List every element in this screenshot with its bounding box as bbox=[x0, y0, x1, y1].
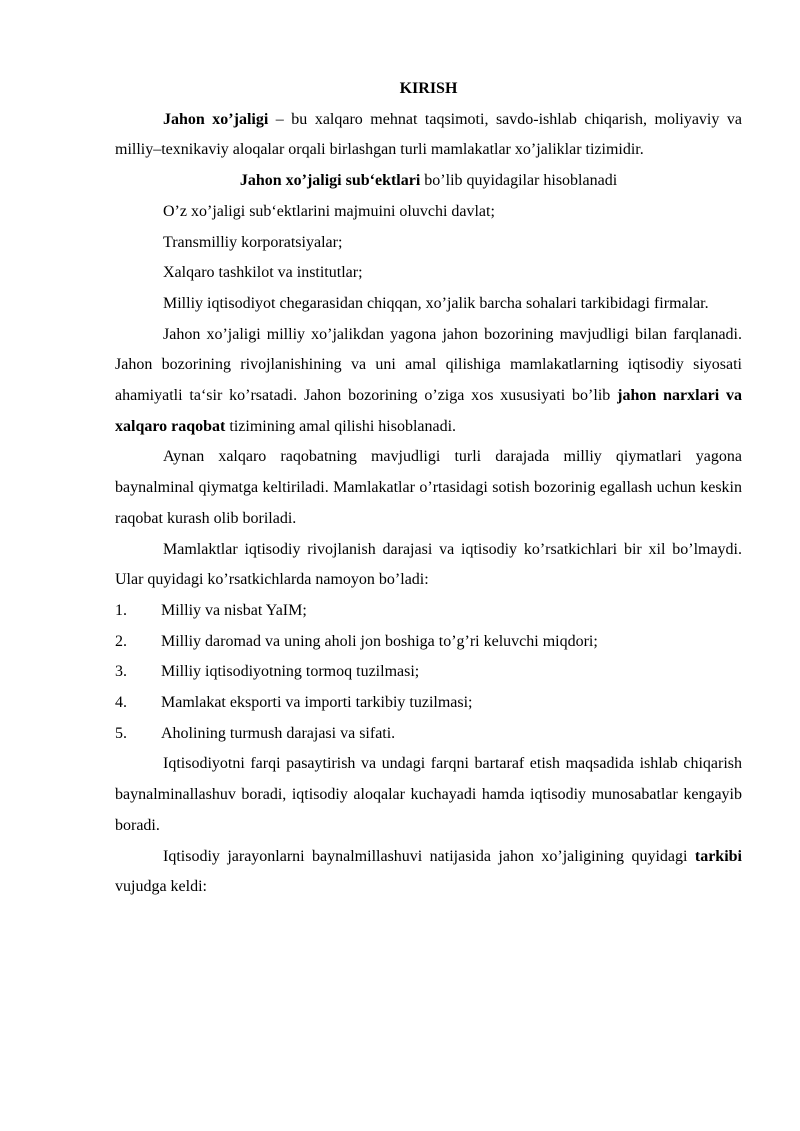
term-bold: jahon narxlari va xalqaro raqobat bbox=[115, 387, 743, 435]
subjects-heading bbox=[115, 166, 742, 197]
term-bold: Jahon xo’jaligi sub‘ektlari bbox=[239, 172, 421, 190]
paragraph-structure bbox=[115, 842, 742, 903]
list-text: Aholining turmush darajasi va sifati. bbox=[161, 724, 396, 742]
paragraph-text: Iqtisodiy jarayonlarni baynalmillashuvi natijasida jahon xo’jaligining quyidagi bbox=[163, 847, 695, 865]
list-item bbox=[115, 688, 742, 719]
paragraph-text: tizimining amal qilishi hisoblanadi. bbox=[225, 417, 457, 435]
heading-text: bo’lib quyidagilar hisoblanadi bbox=[420, 172, 618, 190]
list-item bbox=[115, 627, 742, 658]
paragraph-definition bbox=[115, 105, 742, 166]
document-page bbox=[115, 74, 742, 903]
list-number: 1. bbox=[115, 601, 127, 619]
list-item bbox=[115, 657, 742, 688]
page-title: KIRISH bbox=[399, 80, 458, 97]
term-bold: Jahon xo’jaligi bbox=[163, 110, 269, 128]
paragraph-text: vujudga keldi: bbox=[115, 878, 207, 896]
list-text: Milliy daromad va uning aholi jon boshiga to’g’ri keluvchi miqdori; bbox=[161, 632, 598, 650]
list-number: 3. bbox=[115, 663, 127, 681]
paragraph-text: Jahon xo’jaligi milliy xo’jalikdan yagona jahon bozorining mavjudligi bilan farqlanadi. Jahon bozorining rivojlanishining va uni amal qilishiga mamlakatlarning iqtisodiy siyosati ahamiyatli ta‘sir ko’rsatadi. Jahon bozorining o’ziga xos xususiyati bo’lib bbox=[115, 325, 742, 405]
list-number: 5. bbox=[115, 724, 127, 742]
subject-item: O’z xo’jaligi sub‘ektlarini majmuini oluvchi davlat; bbox=[163, 202, 495, 220]
paragraph-internationalization: Iqtisodiyotni farqi pasaytirish va undagi farqni bartaraf etish maqsadida ishlab chiqarish baynalminallashuv boradi, iqtisodiy aloqalar kuchayadi hamda iqtisodiy munosabatlar kengayib boradi. bbox=[115, 755, 742, 834]
list-number: 2. bbox=[115, 632, 127, 650]
indicators-list bbox=[115, 596, 742, 750]
list-number: 4. bbox=[115, 694, 127, 712]
paragraph-competition: Aynan xalqaro raqobatning mavjudligi turli darajada milliy qiymatlari yagona baynalminal qiymatga keltiriladi. Mamlakatlar o’rtasidagi sotish bozorinig egallash uchun keskin raqobat kurash olib boriladi. bbox=[115, 448, 742, 527]
list-item bbox=[115, 596, 742, 627]
subject-item: Transmilliy korporatsiyalar; bbox=[163, 233, 343, 251]
list-text: Milliy va nisbat YaIM; bbox=[161, 601, 307, 619]
paragraph-world-market bbox=[115, 320, 742, 443]
term-bold: tarkibi bbox=[694, 847, 742, 865]
paragraph-firms: Milliy iqtisodiyot chegarasidan chiqqan, xo’jalik barcha sohalari tarkibidagi firmalar. bbox=[163, 294, 709, 312]
subject-item: Xalqaro tashkilot va institutlar; bbox=[163, 264, 363, 282]
list-item bbox=[115, 719, 742, 750]
paragraph-indicators-intro: Mamlaktlar iqtisodiy rivojlanish darajasi va iqtisodiy ko’rsatkichlari bir xil bo’lmaydi. Ular quyidagi ko’rsatkichlarda namoyon bo’ladi: bbox=[115, 540, 742, 589]
list-text: Milliy iqtisodiyotning tormoq tuzilmasi; bbox=[161, 663, 420, 681]
paragraph-text: – bu xalqaro mehnat taqsimoti, savdo-ishlab chiqarish, moliyaviy va milliy–texnikaviy aloqalar orqali birlashgan turli mamlakatlar xo’jaliklar tizimidir. bbox=[115, 110, 742, 159]
list-text: Mamlakat eksporti va importi tarkibiy tuzilmasi; bbox=[161, 694, 473, 712]
